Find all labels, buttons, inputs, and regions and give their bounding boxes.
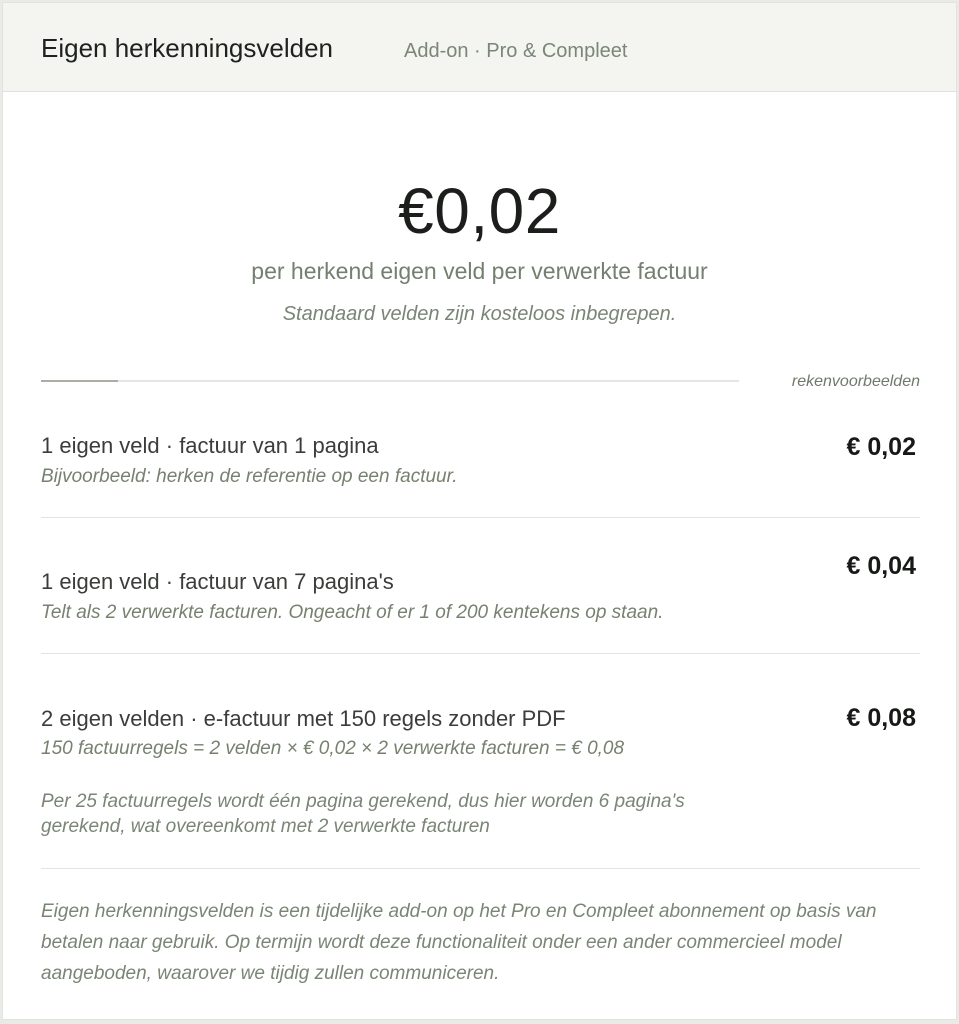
example-amount: € 0,04 — [846, 552, 916, 580]
row-divider — [41, 517, 920, 518]
row-divider — [41, 868, 920, 869]
card-title: Eigen herkenningsvelden — [41, 33, 333, 63]
example-title: 1 eigen veld · factuur van 7 pagina's — [41, 569, 394, 594]
example-description: Telt als 2 verwerkte facturen. Ongeacht of er 1 of 200 kentekens op staan. — [41, 602, 664, 623]
row-divider — [41, 653, 920, 654]
example-description: 150 factuurregels = 2 velden × € 0,02 × 2 verwerkte facturen = € 0,08 — [41, 738, 625, 759]
examples-section-label: rekenvoorbeelden — [791, 373, 920, 390]
card-subtitle: Add-on · Pro & Compleet — [404, 40, 628, 62]
example-amount: € 0,02 — [846, 433, 916, 461]
pricing-card — [2, 2, 957, 1020]
footnote: Eigen herkenningsvelden is een tijdelijke add-on op het Pro en Compleet abonnement op basis van betalen naar gebruik. Op termijn wordt deze functionaliteit onder een ander commercieel model aangeboden, waarover we tijdig zullen communiceren. — [41, 901, 877, 984]
example-title: 2 eigen velden · e-factuur met 150 regels zonder PDF — [41, 706, 566, 731]
example-description: Bijvoorbeeld: herken de referentie op een factuur. — [41, 466, 458, 487]
card-header — [3, 3, 956, 92]
example-note: Per 25 factuurregels wordt één pagina gerekend, dus hier worden 6 pagina's gerekend, wat overeenkomt met 2 verwerkte facturen — [41, 791, 685, 837]
price-amount: €0,02 — [398, 175, 561, 247]
price-unit: per herkend eigen veld per verwerkte factuur — [251, 258, 708, 284]
example-title: 1 eigen veld · factuur van 1 pagina — [41, 433, 379, 458]
example-amount: € 0,08 — [846, 704, 916, 732]
section-divider-accent — [41, 380, 118, 382]
section-divider — [41, 380, 739, 382]
price-note: Standaard velden zijn kosteloos inbegrepen. — [282, 303, 677, 325]
